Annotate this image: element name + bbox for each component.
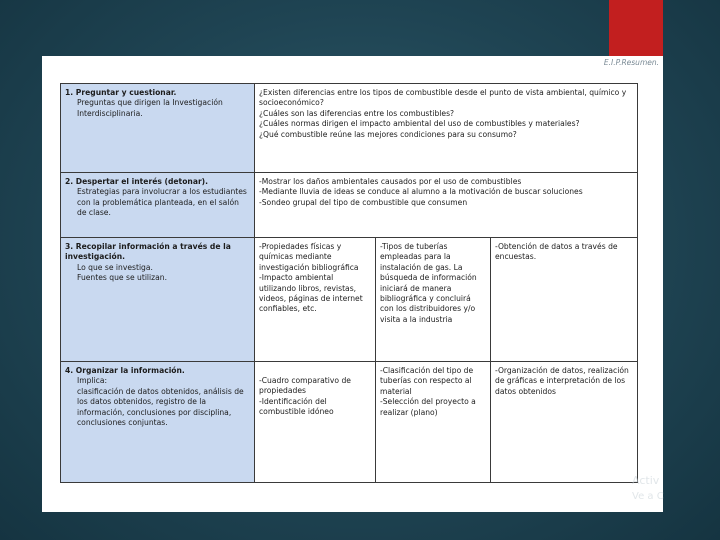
step-description (65, 376, 250, 428)
cell-line: -Impacto ambiental utilizando libros, revistas, videos, páginas de internet confiables, etc. (259, 273, 363, 314)
step-description (65, 263, 250, 284)
step-desc-line: Estrategias para involucrar a los estudiantes con la problemática planteada, en el salón de clase. (77, 187, 247, 218)
table-row-3 (61, 238, 638, 362)
step-cell-1 (61, 84, 255, 173)
content-cell-1 (255, 84, 638, 173)
step-desc-line: Fuentes que se utilizan. (77, 273, 168, 283)
research-cell-1 (255, 238, 376, 362)
red-accent-bar (609, 0, 663, 56)
strategy-line: -Mediante lluvia de ideas se conduce al alumno a la motivación de buscar soluciones (259, 187, 583, 197)
strategy-line: -Mostrar los daños ambientales causados por el uso de combustibles (259, 177, 522, 186)
strategy-line: -Sondeo grupal del tipo de combustible que consumen (259, 197, 468, 207)
cell-line: -Identificación del combustible idóneo (259, 396, 334, 417)
step-title: 3. Recopilar información a través de la investigación. (65, 242, 231, 262)
step-desc-line: Lo que se investiga. (77, 262, 153, 272)
step-cell-2 (61, 173, 255, 238)
step-description (65, 187, 250, 218)
organize-cell-1 (255, 362, 376, 483)
research-cell-2 (376, 238, 491, 362)
table-row-1 (61, 84, 638, 173)
slide (42, 56, 663, 512)
question-line: ¿Cuáles normas dirigen el impacto ambiental del uso de combustibles y materiales? (259, 119, 580, 129)
cell-line: -Clasificación del tipo de tuberías con respecto al material (380, 366, 474, 396)
step-cell-4 (61, 362, 255, 483)
content-cell-2 (255, 173, 638, 238)
question-line: ¿Cuáles son las diferencias entre los combustibles? (259, 108, 455, 118)
cell-line: -Selección del proyecto a realizar (plano) (380, 397, 476, 417)
question-line: ¿Existen diferencias entre los tipos de combustible desde el punto de vista ambiental, químico y socioeconómico? (259, 88, 627, 108)
step-desc-line: Preguntas que dirigen la Investigación Interdisciplinaria. (77, 98, 223, 118)
activation-watermark-line2: Ve a C (632, 491, 664, 502)
cell-line: -Organización de datos, realización de gráficas e interpretación de los datos obtenidos (495, 366, 629, 396)
step-desc-line: Implica: (77, 376, 108, 386)
step-cell-3 (61, 238, 255, 362)
step-title: 1. Preguntar y cuestionar. (65, 88, 177, 97)
cell-line: -Propiedades físicas y químicas mediante investigación bibliográfica (259, 242, 359, 272)
question-line: ¿Qué combustible reúne las mejores condiciones para su consumo? (259, 129, 517, 139)
cell-line: -Obtención de datos a través de encuestas. (495, 242, 618, 262)
activation-watermark-line1: Activ (632, 474, 660, 487)
header-note: E.I.P.Resumen. (603, 58, 659, 67)
step-description (65, 98, 250, 119)
step-desc-line: clasificación de datos obtenidos, análisis de los datos obtenidos, registro de la información, conclusiones por disciplina, conclusiones conjuntas. (77, 386, 244, 428)
planning-table (60, 83, 638, 483)
step-title: 2. Despertar el interés (detonar). (65, 177, 209, 186)
organize-cell-3 (491, 362, 638, 483)
cell-line: -Tipos de tuberías empleadas para la instalación de gas. La búsqueda de información iniciará de manera bibliográfica y concluirá con los distribuidores y/o visita a la industria (380, 242, 477, 324)
table-row-2 (61, 173, 638, 238)
organize-cell-2 (376, 362, 491, 483)
step-title: 4. Organizar la información. (65, 366, 185, 375)
table-row-4 (61, 362, 638, 483)
cell-line: -Cuadro comparativo de propiedades (259, 376, 351, 396)
research-cell-3 (491, 238, 638, 362)
